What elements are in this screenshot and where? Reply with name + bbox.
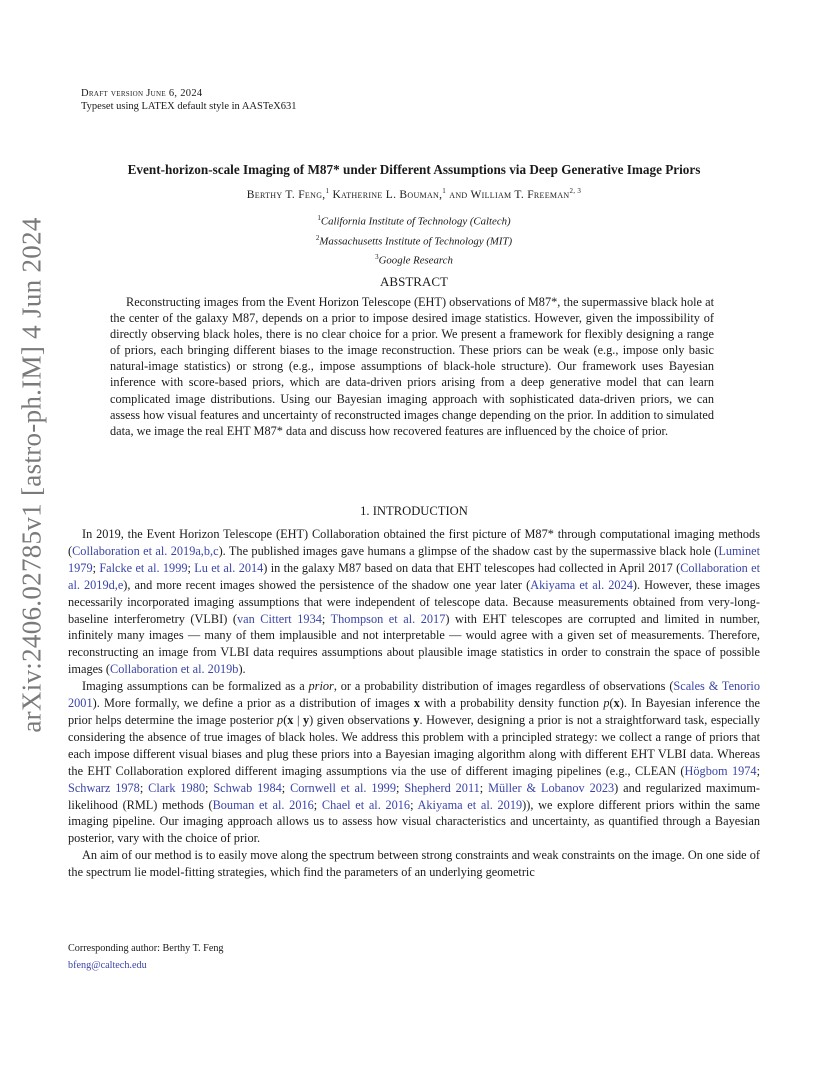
citation-link[interactable]: Bouman et al. 2016 — [212, 797, 314, 812]
affiliations — [68, 210, 760, 269]
author-affil-mark: 1 — [442, 187, 447, 195]
abstract-text: Reconstructing images from the Event Horizon Telescope (EHT) observations of M87*, the supermassive black hole at the center of the galaxy M87, depends on a prior to impose desired image statistics. However, given the impossibility of directly observing black holes, there is no clear choice for a prior. We present a framework for flexibly designing a range of priors, each bringing different biases to the image reconstruction. These priors can be weak (e.g., impose only basic natural-image statistics) or strong (e.g., impose assumptions of black-hole structure). Our framework uses Bayesian inference with score-based priors, which are data-driven priors arising from a deep generative model that can learn complicated image distributions. Using our Bayesian imaging approach with sophisticated data-driven priors, we can assess how visual features and uncertainty of reconstructed images change depending on the prior. In addition to simulated data, we image the real EHT M87* data and discuss how recovered features are influenced by the choice of prior. — [110, 295, 714, 438]
draft-version: Draft version June 6, 2024 — [81, 88, 203, 99]
typeset-note: Typeset using LATEX default style in AASTeX631 — [81, 101, 297, 112]
citation-link[interactable]: Scales & Tenorio 2001 — [68, 679, 760, 711]
abstract-heading: ABSTRACT — [380, 274, 448, 289]
affiliation — [68, 249, 760, 269]
affiliation-name: Massachusetts Institute of Technology (MIT) — [319, 235, 513, 248]
citation-link[interactable]: Müller & Lobanov 2023 — [488, 780, 615, 795]
affiliation-mark: 1 — [317, 214, 321, 222]
affiliation-name: California Institute of Technology (Caltech) — [320, 215, 511, 228]
affiliation-name: Google Research — [378, 254, 453, 267]
citation-link[interactable]: Schwarz 1978 — [68, 780, 140, 795]
paragraph: An aim of our method is to easily move along the spectrum between strong constraints and weak constraints on the image. On one side of the spectrum lie model-fitting strategies, which find the parameters of an underlying geometric — [68, 848, 760, 880]
section-heading-introduction: 1. INTRODUCTION — [360, 504, 468, 518]
author-email-link[interactable]: bfeng@caltech.edu — [68, 960, 147, 971]
affiliation-mark: 2 — [315, 233, 320, 242]
citation-link[interactable]: van Cittert 1934 — [236, 611, 322, 626]
author-name: Berthy T. Feng, — [246, 188, 326, 201]
citation-link[interactable]: Shepherd 2011 — [404, 780, 480, 795]
paragraph: In 2019, the Event Horizon Telescope (EHT) Collaboration obtained the first picture of M87* through computational imaging methods (Collaboration et al. 2019a,b,c). The published images gave humans a glimpse of the shadow cast by the supermassive black hole (Luminet 1979; Falcke et al. 1999; Lu et al. 2014) in the galaxy M87 based on data that EHT telescopes had collected in April 2017 (Collaboration et al. 2019d,e), and more recent images showed the persistence of the shadow one year later (Akiyama et al. 2024). However, these images necessarily incorporated imaging assumptions that were independent of telescope data. Because measurements obtained from very-long-baseline interferometry (VLBI) (van Cittert 1934; Thompson et al. 2017) with EHT telescopes are corrupted and limited in number, infinitely many images — many of them implausible and not interpretable — would agree with a given set of measurements. Therefore, reconstructing an image from VLBI data requires assumptions about plausible image statistics in order to constrain the space of possible images (Collaboration et al. 2019b). — [68, 527, 761, 677]
citation-link[interactable]: Akiyama et al. 2019 — [417, 797, 523, 812]
author-name: Katherine L. Bouman, — [332, 188, 443, 201]
corresponding-author: Corresponding author: Berthy T. Feng — [68, 943, 224, 954]
body-text — [68, 526, 760, 881]
citation-link[interactable]: Clark 1980 — [148, 780, 205, 795]
affiliation — [68, 230, 760, 250]
footnote — [68, 940, 224, 974]
arxiv-sidebar — [6, 217, 58, 733]
citation-link[interactable]: Collaboration et al. 2019b — [110, 662, 239, 677]
citation-link[interactable]: Akiyama et al. 2024 — [530, 577, 633, 592]
citation-link[interactable]: Collaboration et al. 2019a,b,c — [72, 543, 219, 558]
citation-link[interactable]: Lu et al. 2014 — [194, 560, 264, 575]
citation-link[interactable]: Schwab 1984 — [213, 780, 282, 795]
citation-link[interactable]: Chael et al. 2016 — [321, 797, 411, 812]
paragraph: Imaging assumptions can be formalized as a prior, or a probability distribution of images regardless of observations (Scales & Tenorio 2001). More formally, we define a prior as a distribution of images x with a probability density function p(x). In Bayesian inference the prior helps determine the image posterior p(x | y) given observations y. However, designing a prior is not a straightforward task, especially considering the absence of true images of black holes. We address this problem with a principled strategy: we collect a range of priors that each impose different visual biases and plug these priors into a Bayesian imaging algorithm along with different EHT VLBI data. Whereas the EHT Collaboration explored different imaging assumptions via the use of different imaging pipelines (e.g., CLEAN (Högbom 1974; Schwarz 1978; Clark 1980; Schwab 1984; Cornwell et al. 1999; Shepherd 2011; Müller & Lobanov 2023) and regularized maximum-likelihood (RML) methods (Bouman et al. 2016; Chael et al. 2016; Akiyama et al. 2019)), we explore different priors within the same imaging pipeline. Our imaging approach allows us to assess how visual characteristics and uncertainty, as quantified through a Bayesian posterior, vary with the choice of prior. — [68, 679, 761, 846]
citation-link[interactable]: Collaboration et al. 2019d,e — [68, 560, 761, 592]
page-header — [81, 87, 297, 113]
affiliation — [68, 210, 760, 230]
author-conjunction: and — [449, 188, 468, 201]
arxiv-identifier: arXiv:2406.02785v1 [astro-ph.IM] 4 Jun 2024 — [16, 217, 47, 733]
citation-link[interactable]: Falcke et al. 1999 — [99, 560, 188, 575]
paper-title: Event-horizon-scale Imaging of M87* under Different Assumptions via Deep Generative Image Priors — [127, 162, 701, 177]
author-affil-mark: 1 — [325, 187, 330, 195]
citation-link[interactable]: Thompson et al. 2017 — [330, 611, 446, 626]
author-affil-mark: 2, 3 — [569, 187, 582, 195]
citation-link[interactable]: Cornwell et al. 1999 — [290, 780, 396, 795]
author-list — [68, 187, 760, 201]
affiliation-mark: 3 — [375, 253, 379, 262]
citation-link[interactable]: Högbom 1974 — [684, 763, 757, 778]
author-name: William T. Freeman — [470, 188, 570, 201]
citation-link[interactable]: Luminet 1979 — [68, 543, 760, 575]
